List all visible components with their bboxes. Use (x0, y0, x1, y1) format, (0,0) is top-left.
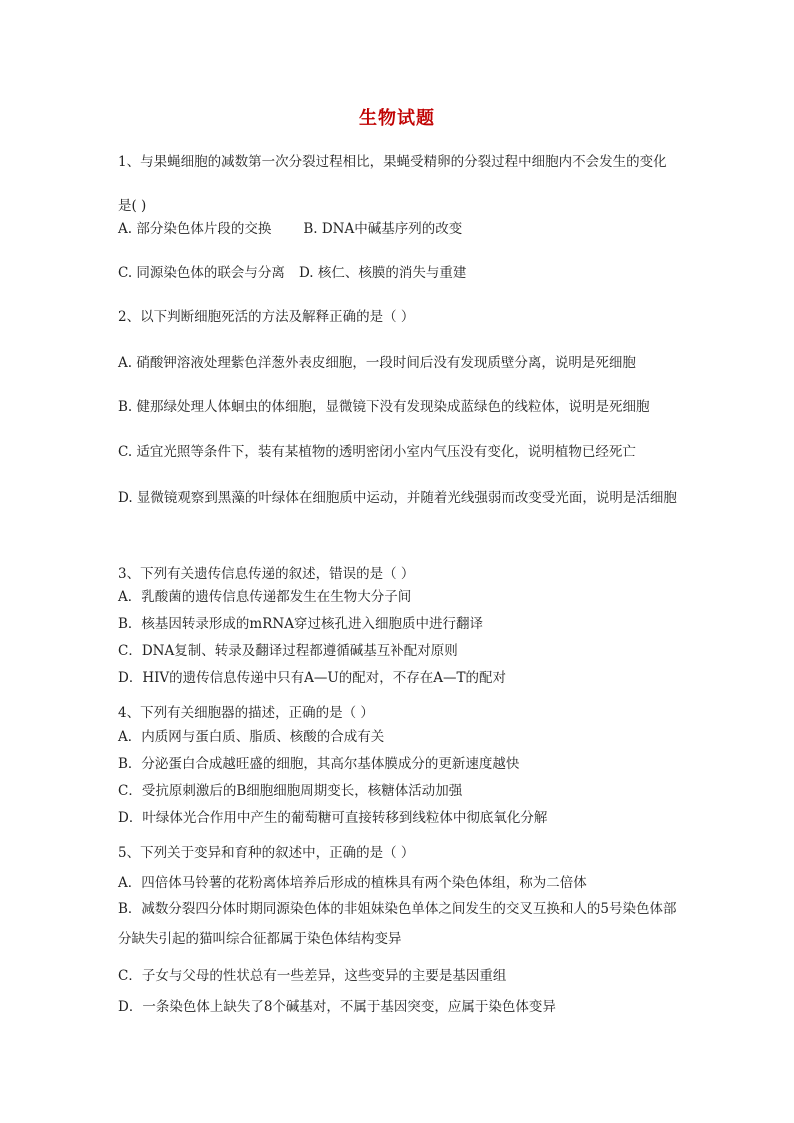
question-1-options-row-2 (118, 263, 466, 283)
page-title: 生物试题 (359, 108, 435, 129)
question-5-option-a: A．四倍体马铃薯的花粉离体培养后形成的植株具有两个染色体组，称为二倍体 (118, 875, 587, 891)
question-4-option-b: B．分泌蛋白合成越旺盛的细胞，其高尔基体膜成分的更新速度越快 (118, 756, 520, 772)
question-1-options-row-1 (118, 219, 462, 239)
question-3-option-b: B．核基因转录形成的mRNA穿过核孔进入细胞质中进行翻译 (118, 616, 483, 632)
question-3-option-c: C．DNA复制、转录及翻译过程都遵循碱基互补配对原则 (118, 643, 458, 659)
question-1-option-c: C. 同源染色体的联会与分离 (118, 265, 285, 281)
question-1-stem: 1、与果蝇细胞的减数第一次分裂过程相比，果蝇受精卵的分裂过程中细胞内不会发生的变化是( ) (118, 154, 667, 214)
question-4-option-d: D．叶绿体光合作用中产生的葡萄糖可直接转移到线粒体中彻底氧化分解 (118, 810, 548, 826)
question-5-option-b: B．减数分裂四分体时期同源染色体的非姐妹染色单体之间发生的交叉互换和人的5号染色体部分缺失引起的猫叫综合征都属于染色体结构变异 (118, 901, 677, 947)
question-5-stem: 5、下列关于变异和育种的叙述中，正确的是（ ） (118, 845, 415, 861)
question-2-option-d: D. 显微镜观察到黑藻的叶绿体在细胞质中运动，并随着光线强弱而改变受光面，说明是活细胞 (118, 490, 677, 506)
question-5-option-d: D．一条染色体上缺失了8个碱基对，不属于基因突变，应属于染色体变异 (118, 999, 556, 1015)
question-4-option-a: A．内质网与蛋白质、脂质、核酸的合成有关 (118, 729, 385, 745)
question-3-option-a: A．乳酸菌的遗传信息传递都发生在生物大分子间 (118, 589, 412, 605)
question-3-option-d: D．HIV的遗传信息传递中只有A—U的配对，不存在A—T的配对 (118, 670, 507, 686)
question-1-option-a: A. 部分染色体片段的交换 (118, 221, 272, 237)
question-2-option-c: C. 适宜光照等条件下，装有某植物的透明密闭小室内气压没有变化，说明植物已经死亡 (118, 444, 636, 460)
question-2-option-a: A. 硝酸钾溶液处理紫色洋葱外表皮细胞，一段时间后没有发现质壁分离，说明是死细胞 (118, 355, 636, 371)
question-3-stem: 3、下列有关遗传信息传递的叙述，错误的是（ ） (118, 566, 415, 582)
question-2-stem: 2、以下判断细胞死活的方法及解释正确的是（ ） (118, 309, 415, 325)
question-5-option-c: C．子女与父母的性状总有一些差异，这些变异的主要是基因重组 (118, 968, 507, 984)
question-2-option-b: B. 健那绿处理人体蛔虫的体细胞，显微镜下没有发现染成蓝绿色的线粒体，说明是死细胞 (118, 399, 650, 415)
question-1-option-d: D. 核仁、核膜的消失与重建 (298, 265, 467, 281)
question-1-option-b: B. DNA中碱基序列的改变 (303, 221, 463, 237)
question-4-stem: 4、下列有关细胞器的描述，正确的是（ ） (118, 705, 374, 721)
question-4-option-c: C．受抗原刺激后的B细胞细胞周期变长，核糖体活动加强 (118, 783, 463, 799)
